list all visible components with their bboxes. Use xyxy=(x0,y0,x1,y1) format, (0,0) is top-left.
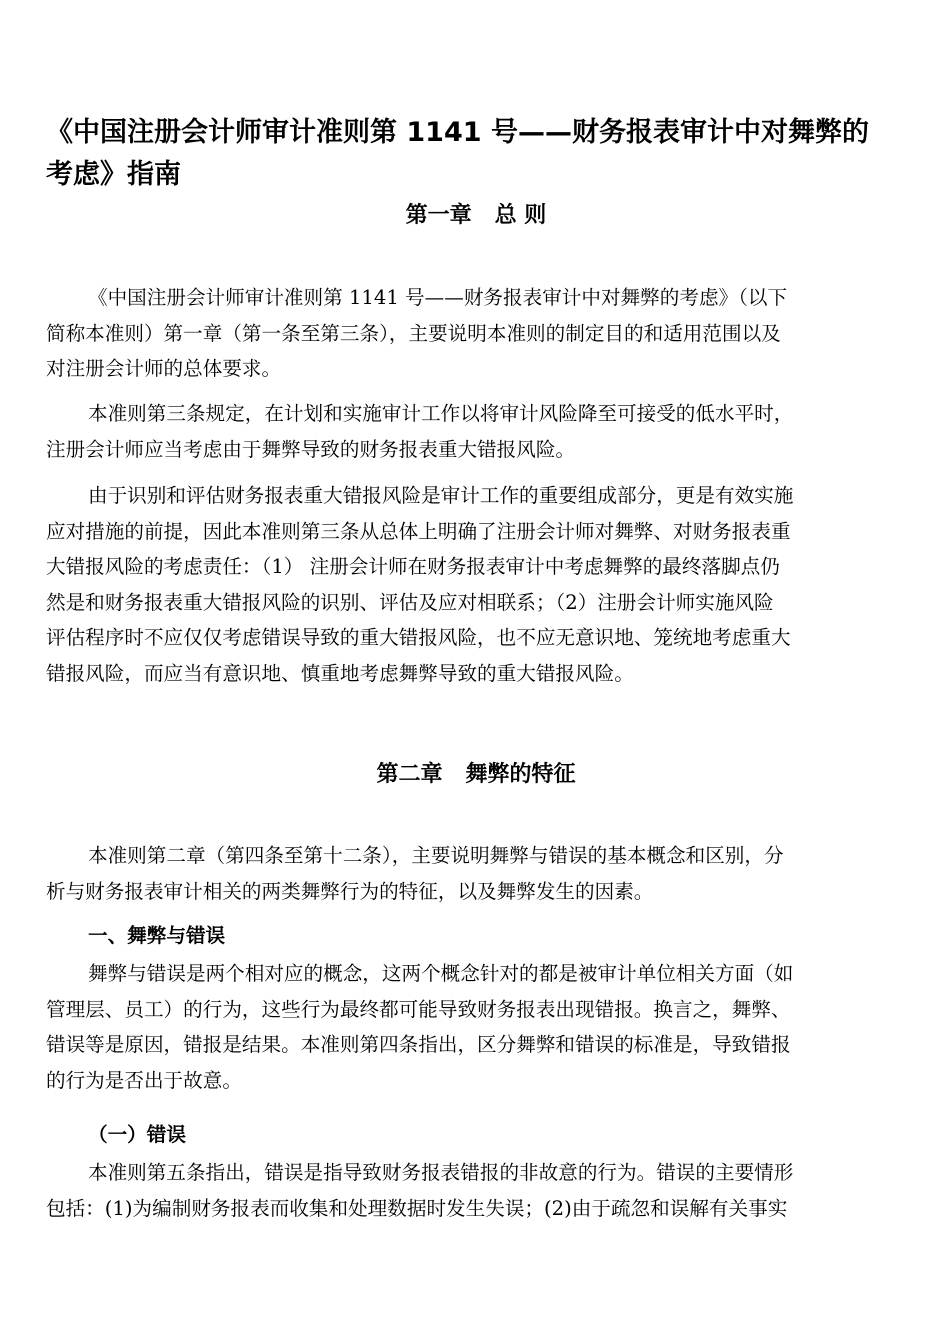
text-line: 大错报风险的考虑责任：（1） 注册会计师在财务报表审计中考虑舞弊的最终落脚点仍 xyxy=(46,555,780,578)
document-title xyxy=(46,112,906,196)
text-line: 应对措施的前提，因此本准则第三条从总体上明确了注册会计师对舞弊、对财务报表重 xyxy=(46,519,791,543)
section-1-paragraph-1 xyxy=(46,956,906,1098)
subsection-1-heading: （一）错误 xyxy=(88,1123,186,1146)
text-line: 的行为是否出于故意。 xyxy=(46,1068,242,1092)
chapter-1-heading: 第一章 总 则 xyxy=(405,203,547,228)
chapter-1-paragraph-2 xyxy=(46,396,906,467)
text-line: 错误等是原因，错报是结果。本准则第四条指出，区分舞弊和错误的标准是，导致错报 xyxy=(46,1033,791,1056)
chapter-1-paragraph-1 xyxy=(46,280,906,387)
chapter-2-heading: 第二章 舞弊的特征 xyxy=(376,762,576,787)
text-line: 注册会计师应当考虑由于舞弊导致的财务报表重大错报风险。 xyxy=(46,437,576,461)
text-line: 析与财务报表审计相关的两类舞弊行为的特征，以及舞弊发生的因素。 xyxy=(46,879,654,903)
subsection-1-paragraph-1 xyxy=(46,1155,906,1226)
text-line: 然是和财务报表重大错报风险的识别、评估及应对相联系；（2）注册会计师实施风险 xyxy=(46,590,774,614)
text-line: 由于识别和评估财务报表重大错报风险是审计工作的重要组成部分，更是有效实施 xyxy=(88,484,794,507)
text-line: 本准则第三条规定，在计划和实施审计工作以将审计风险降至可接受的低水平时， xyxy=(88,402,794,425)
text-line: 简称本准则）第一章（第一条至第三条），主要说明本准则的制定目的和适用范围以及 xyxy=(46,321,781,345)
text-line: 评估程序时不应仅仅考虑错误导致的重大错报风险，也不应无意识地、笼统地考虑重大 xyxy=(46,626,791,649)
text-line: 舞弊与错误是两个相对应的概念，这两个概念针对的都是被审计单位相关方面（如 xyxy=(88,962,794,985)
text-line: 包括：(1)为编制财务报表而收集和处理数据时发生失误；(2)由于疏忽和误解有关事实 xyxy=(46,1196,788,1220)
text-line: 本准则第五条指出，错误是指导致财务报表错报的非故意的行为。错误的主要情形 xyxy=(88,1161,794,1184)
title-line-1: 《中国注册会计师审计准则第 1141 号——财务报表审计中对舞弊的 xyxy=(46,117,869,148)
chapter-1-paragraph-3 xyxy=(46,478,906,691)
text-line: 错报风险，而应当有意识地、慎重地考虑舞弊导致的重大错报风险。 xyxy=(46,661,634,685)
text-line: 本准则第二章（第四条至第十二条），主要说明舞弊与错误的基本概念和区别，分 xyxy=(88,844,784,867)
chapter-2-paragraph-1 xyxy=(46,838,906,909)
section-1-heading: 一、舞弊与错误 xyxy=(88,924,226,947)
text-line: 管理层、员工）的行为，这些行为最终都可能导致财务报表出现错报。换言之，舞弊、 xyxy=(46,997,791,1021)
text-line: 《中国注册会计师审计准则第 1141 号——财务报表审计中对舞弊的考虑》（以下 xyxy=(88,286,788,309)
title-line-2: 考虑》指南 xyxy=(46,159,181,190)
text-line: 对注册会计师的总体要求。 xyxy=(46,357,282,380)
